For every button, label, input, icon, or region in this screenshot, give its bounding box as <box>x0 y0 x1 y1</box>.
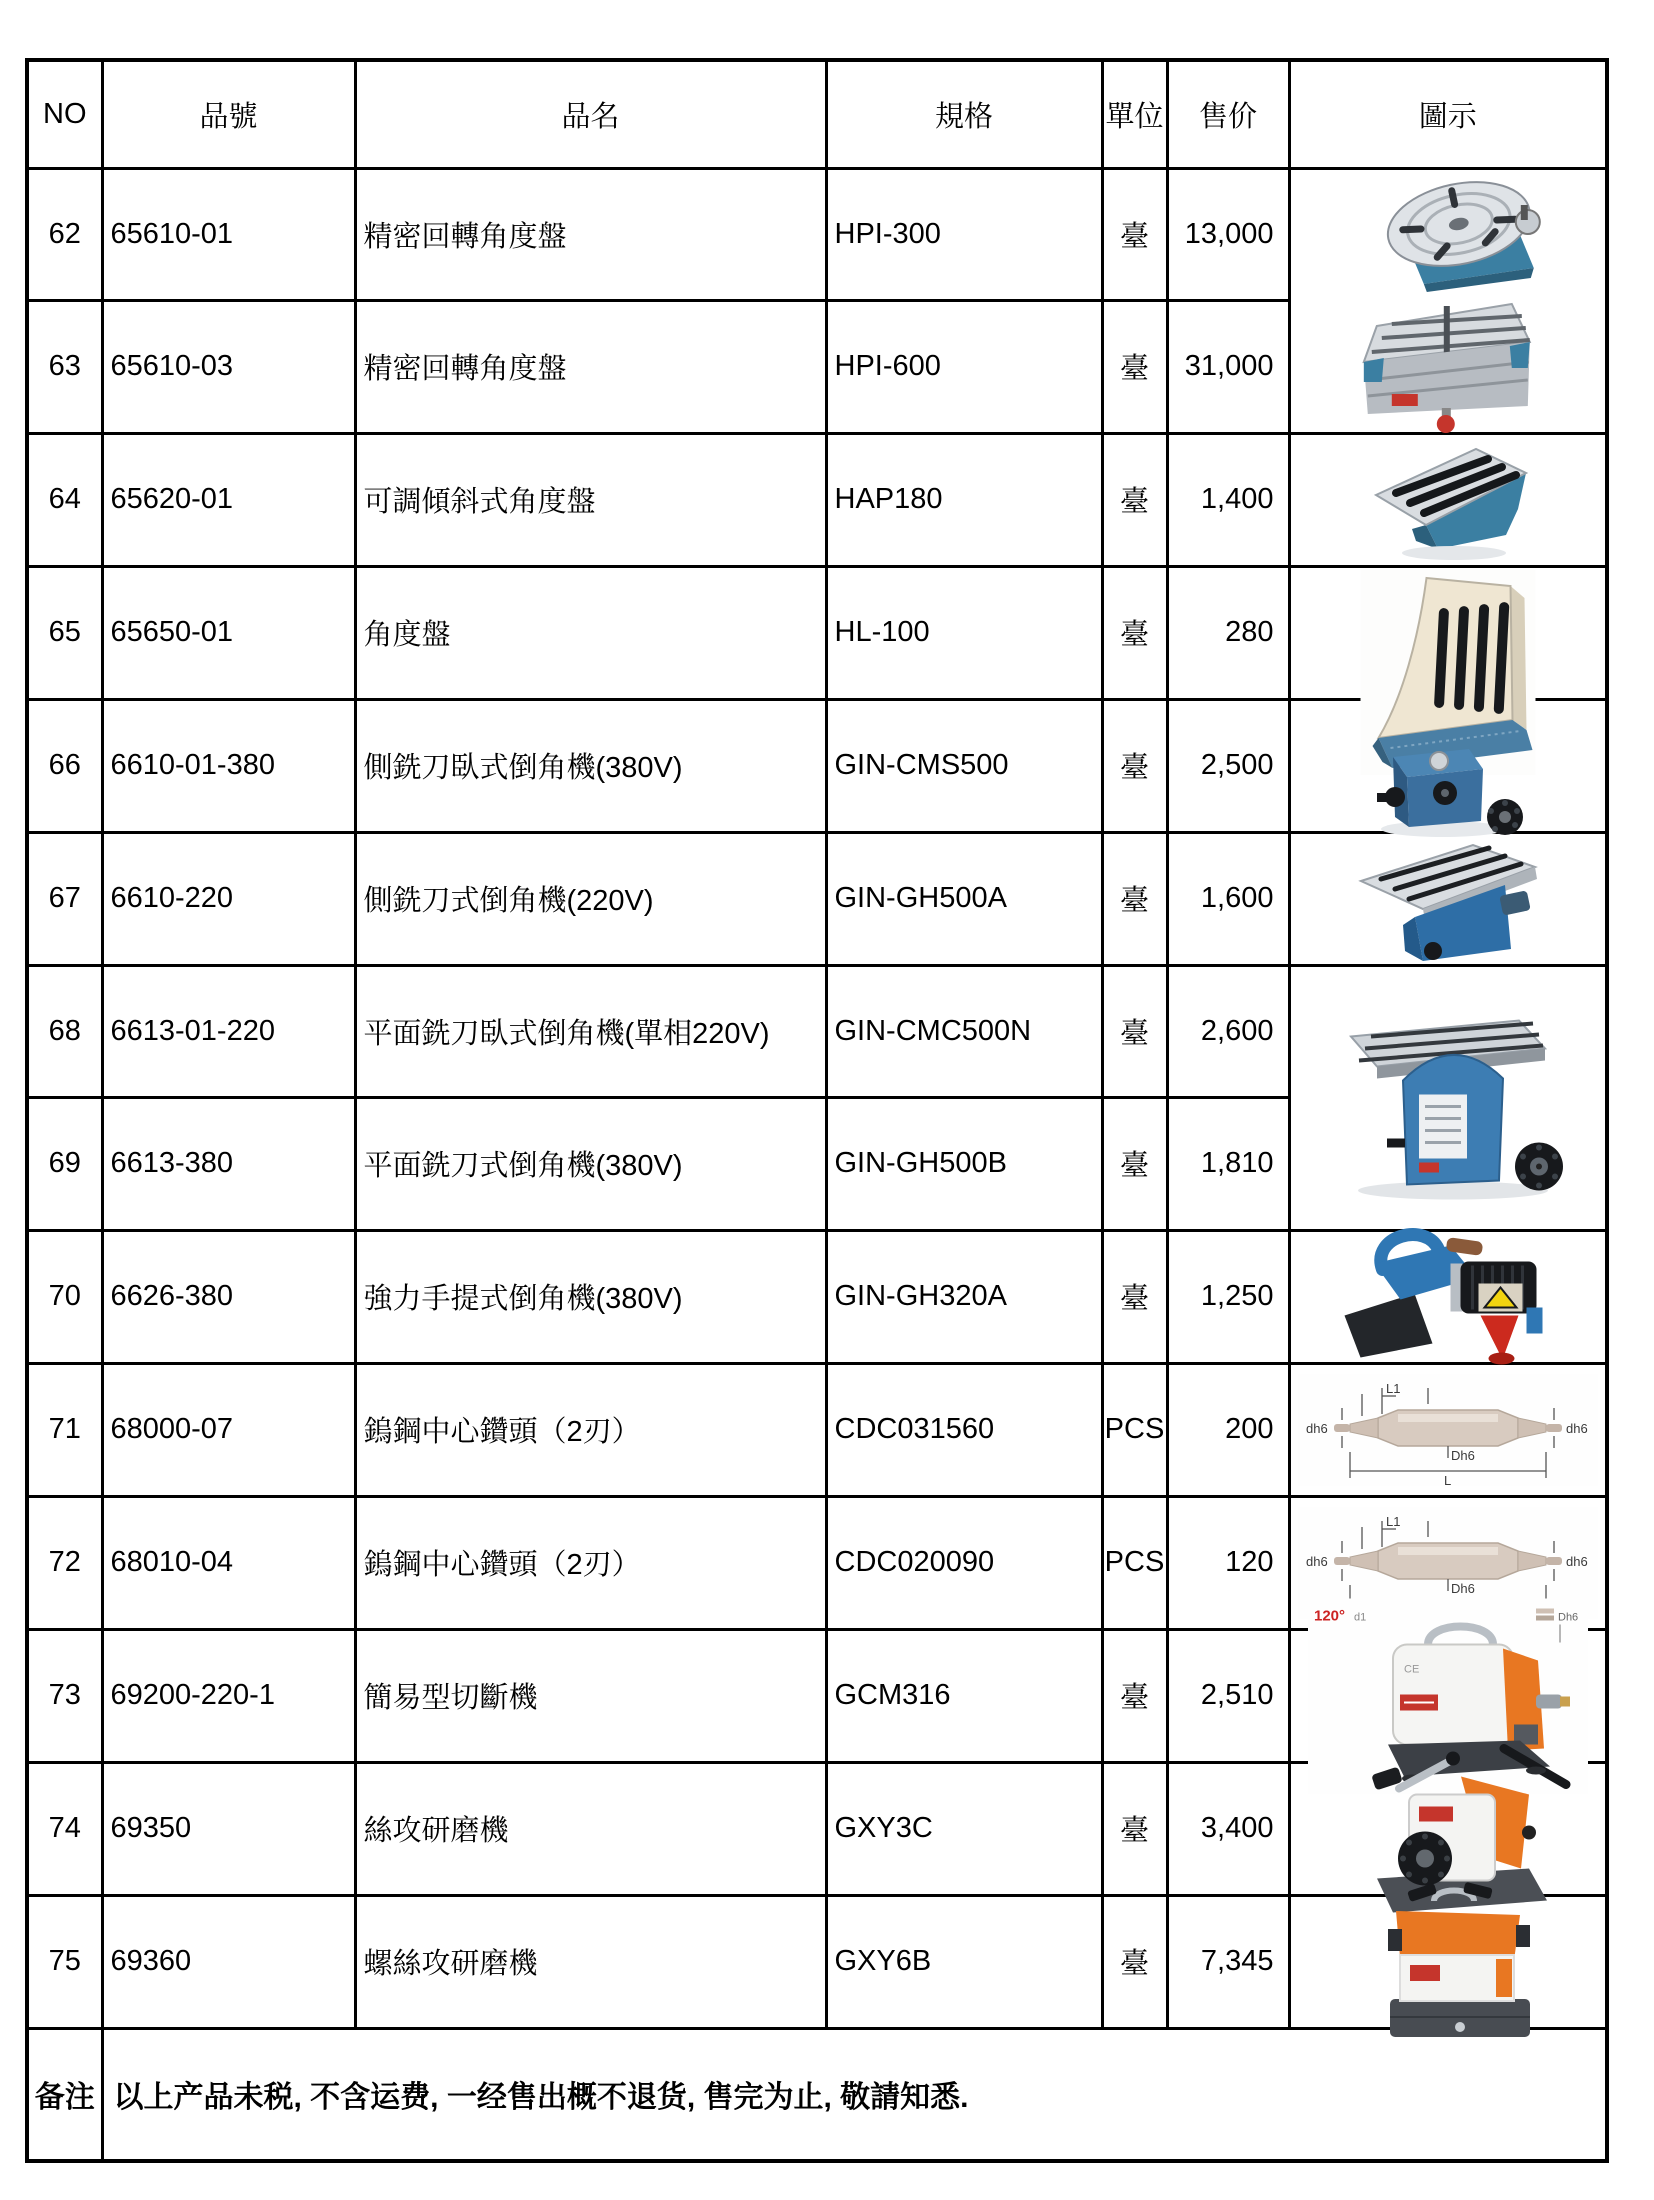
cell-no: 66 <box>27 699 102 832</box>
cell-name: 精密回轉角度盤 <box>355 301 826 434</box>
column-header-no: NO <box>27 60 102 168</box>
cell-unit: PCS <box>1102 1363 1167 1496</box>
column-header-name: 品名 <box>355 60 826 168</box>
header-row <box>27 60 1607 168</box>
cell-spec: HL-100 <box>826 566 1102 699</box>
product-image-cell <box>1289 832 1607 965</box>
cell-name: 鎢鋼中心鑽頭（2刃） <box>355 1363 826 1496</box>
table-row <box>27 1762 1607 1895</box>
product-image <box>1291 1764 1606 1894</box>
tilting-angle-plate-photo <box>1358 437 1538 563</box>
cell-price: 2,510 <box>1167 1629 1289 1762</box>
product-image-cell <box>1289 433 1607 566</box>
svg-text:L1: L1 <box>1385 1380 1401 1396</box>
cell-spec: GXY3C <box>826 1762 1102 1895</box>
cell-name: 側銑刀臥式倒角機(380V) <box>355 699 826 832</box>
cell-spec: GIN-CMS500 <box>826 699 1102 832</box>
tilting-table-photo <box>1352 286 1537 434</box>
cell-name: 螺絲攻研磨機 <box>355 1895 826 2028</box>
center-drill-diagram <box>1298 1374 1598 1486</box>
cell-code: 69200-220-1 <box>102 1629 355 1762</box>
cell-price: 200 <box>1167 1363 1289 1496</box>
table-row <box>27 1230 1607 1363</box>
cell-no: 63 <box>27 301 102 434</box>
cell-spec: GXY6B <box>826 1895 1102 2028</box>
cell-spec: GIN-GH500A <box>826 832 1102 965</box>
product-image-cell <box>1289 566 1607 699</box>
cell-unit: 臺 <box>1102 1629 1167 1762</box>
cell-no: 69 <box>27 1098 102 1231</box>
chamfer-unit-photo <box>1363 729 1533 841</box>
cell-spec: GIN-GH500B <box>826 1098 1102 1231</box>
cell-code: 65610-03 <box>102 301 355 434</box>
product-image <box>1291 435 1606 565</box>
cell-spec: HAP180 <box>826 433 1102 566</box>
cell-unit: 臺 <box>1102 965 1167 1098</box>
table-row <box>27 566 1607 699</box>
cell-unit: 臺 <box>1102 168 1167 301</box>
cell-code: 6613-380 <box>102 1098 355 1231</box>
table-row <box>27 832 1607 965</box>
product-image <box>1291 1365 1606 1495</box>
cell-unit: 臺 <box>1102 1895 1167 2028</box>
cell-unit: PCS <box>1102 1496 1167 1629</box>
svg-text:Dh6: Dh6 <box>1557 1611 1578 1623</box>
cell-unit: 臺 <box>1102 433 1167 566</box>
column-header-spec: 規格 <box>826 60 1102 168</box>
table-row <box>27 965 1607 1098</box>
svg-text:Dh6: Dh6 <box>1450 1447 1475 1463</box>
svg-text:120°: 120° <box>1313 1607 1345 1624</box>
cell-code: 68010-04 <box>102 1496 355 1629</box>
cell-code: 65620-01 <box>102 433 355 566</box>
cell-no: 65 <box>27 566 102 699</box>
product-image-cell <box>1289 1230 1607 1363</box>
cell-name: 精密回轉角度盤 <box>355 168 826 301</box>
cell-unit: 臺 <box>1102 699 1167 832</box>
cell-price: 7,345 <box>1167 1895 1289 2028</box>
cell-unit: 臺 <box>1102 1762 1167 1895</box>
cell-code: 6613-01-220 <box>102 965 355 1098</box>
product-image <box>1291 834 1606 964</box>
cell-no: 70 <box>27 1230 102 1363</box>
svg-text:dh6: dh6 <box>1565 1420 1588 1436</box>
cell-spec: HPI-600 <box>826 301 1102 434</box>
cell-no: 75 <box>27 1895 102 2028</box>
cell-name: 鎢鋼中心鑽頭（2刃） <box>355 1496 826 1629</box>
cell-name: 側銑刀式倒角機(220V) <box>355 832 826 965</box>
remark-label-cell: 备注 <box>27 2028 102 2161</box>
cell-spec: GCM316 <box>826 1629 1102 1762</box>
cell-spec: GIN-CMC500N <box>826 965 1102 1098</box>
cell-no: 73 <box>27 1629 102 1762</box>
cell-price: 13,000 <box>1167 168 1289 301</box>
column-header-price: 售价 <box>1167 60 1289 168</box>
cell-price: 280 <box>1167 566 1289 699</box>
cell-name: 平面銑刀式倒角機(380V) <box>355 1098 826 1231</box>
cell-name: 強力手提式倒角機(380V) <box>355 1230 826 1363</box>
cell-no: 74 <box>27 1762 102 1895</box>
cell-no: 64 <box>27 433 102 566</box>
cell-code: 68000-07 <box>102 1363 355 1496</box>
price-list-table <box>25 58 1609 2163</box>
cell-price: 1,810 <box>1167 1098 1289 1231</box>
product-image-cell <box>1289 965 1607 1230</box>
product-image-cell <box>1289 168 1607 433</box>
cell-price: 3,400 <box>1167 1762 1289 1895</box>
table-row <box>27 168 1607 301</box>
cell-price: 120 <box>1167 1496 1289 1629</box>
column-header-unit: 單位 <box>1102 60 1167 168</box>
svg-text:dh6: dh6 <box>1305 1420 1328 1436</box>
svg-text:d1: d1 <box>1353 1611 1366 1623</box>
remark-note-cell: 以上产品未税, 不含运费, 一经售出概不退货, 售完为止, 敬請知悉. <box>102 2028 1607 2161</box>
cell-unit: 臺 <box>1102 566 1167 699</box>
svg-text:Dh6: Dh6 <box>1450 1580 1475 1596</box>
cell-spec: CDC031560 <box>826 1363 1102 1496</box>
cell-price: 2,600 <box>1167 965 1289 1098</box>
svg-text:dh6: dh6 <box>1565 1553 1588 1569</box>
remark-row <box>27 2028 1607 2161</box>
cell-code: 6610-220 <box>102 832 355 965</box>
column-header-code: 品號 <box>102 60 355 168</box>
cell-no: 67 <box>27 832 102 965</box>
cell-name: 絲攻研磨機 <box>355 1762 826 1895</box>
table-row <box>27 1363 1607 1496</box>
cell-name: 平面銑刀臥式倒角機(單相220V) <box>355 965 826 1098</box>
cell-code: 65610-01 <box>102 168 355 301</box>
cell-no: 68 <box>27 965 102 1098</box>
horizontal-chamfer-machine-photo <box>1323 990 1573 1205</box>
product-image-stack <box>1291 170 1606 432</box>
cell-price: 1,600 <box>1167 832 1289 965</box>
cell-code: 69360 <box>102 1895 355 2028</box>
cell-name: 簡易型切斷機 <box>355 1629 826 1762</box>
cell-code: 69350 <box>102 1762 355 1895</box>
cell-code: 6610-01-380 <box>102 699 355 832</box>
cell-spec: HPI-300 <box>826 168 1102 301</box>
cell-price: 1,250 <box>1167 1230 1289 1363</box>
cell-name: 角度盤 <box>355 566 826 699</box>
cell-no: 62 <box>27 168 102 301</box>
cell-unit: 臺 <box>1102 301 1167 434</box>
table-row <box>27 1895 1607 2028</box>
cell-spec: GIN-GH320A <box>826 1230 1102 1363</box>
screwtap-grinder-photo <box>1338 1877 1558 2047</box>
cell-no: 72 <box>27 1496 102 1629</box>
chamfer-machine-photo <box>1353 829 1543 969</box>
product-image <box>1291 1232 1606 1362</box>
cell-price: 2,500 <box>1167 699 1289 832</box>
cell-price: 31,000 <box>1167 301 1289 434</box>
product-image-cell <box>1289 1762 1607 1895</box>
cell-spec: CDC020090 <box>826 1496 1102 1629</box>
cell-code: 6626-380 <box>102 1230 355 1363</box>
column-header-image: 圖示 <box>1289 60 1607 168</box>
svg-text:CE: CE <box>1403 1663 1420 1675</box>
cell-name: 可調傾斜式角度盤 <box>355 433 826 566</box>
svg-text:dh6: dh6 <box>1305 1553 1328 1569</box>
cell-price: 1,400 <box>1167 433 1289 566</box>
cell-unit: 臺 <box>1102 1098 1167 1231</box>
rotary-table-photo <box>1369 172 1549 292</box>
svg-text:L: L <box>1443 1472 1451 1486</box>
product-image <box>1291 967 1606 1229</box>
cell-unit: 臺 <box>1102 1230 1167 1363</box>
svg-text:L1: L1 <box>1385 1513 1401 1529</box>
product-image-cell <box>1289 1363 1607 1496</box>
cell-unit: 臺 <box>1102 832 1167 965</box>
handheld-chamfer-photo <box>1330 1219 1565 1374</box>
cell-no: 71 <box>27 1363 102 1496</box>
cell-code: 65650-01 <box>102 566 355 699</box>
table-row <box>27 433 1607 566</box>
product-image <box>1291 568 1606 698</box>
